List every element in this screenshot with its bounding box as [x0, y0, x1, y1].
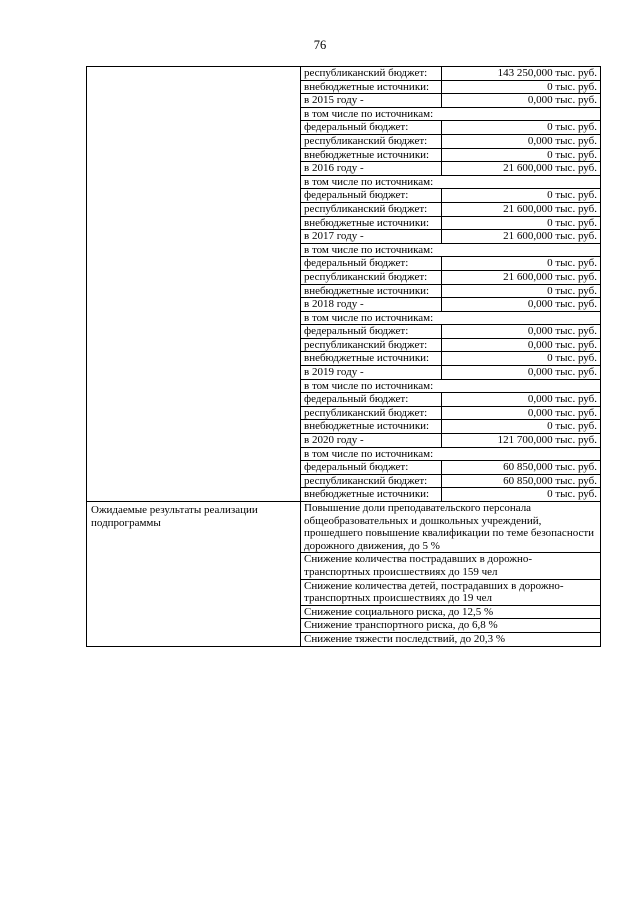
- financing-line: [301, 461, 600, 475]
- financing-amount: 0,000 тыс. руб.: [442, 134, 601, 148]
- financing-amount: 21 600,000 тыс. руб.: [442, 230, 601, 244]
- financing-line: [301, 243, 600, 257]
- financing-line: [301, 284, 600, 298]
- financing-line: [301, 488, 600, 501]
- financing-line: [301, 325, 600, 339]
- financing-line: [301, 420, 600, 434]
- financing-source-label: в 2020 году -: [301, 434, 442, 448]
- financing-line: [301, 298, 600, 312]
- financing-amount: 0 тыс. руб.: [442, 121, 601, 135]
- result-item: Снижение социального риска, до 12,5 %: [301, 606, 600, 620]
- financing-source-label: внебюджетные источники:: [301, 420, 442, 434]
- financing-source-label: федеральный бюджет:: [301, 325, 442, 339]
- subprogram-passport-table: [86, 66, 601, 647]
- financing-source-label: республиканский бюджет:: [301, 202, 442, 216]
- financing-source-label: федеральный бюджет:: [301, 257, 442, 271]
- result-item: Снижение транспортного риска, до 6,8 %: [301, 619, 600, 633]
- financing-amount: 0,000 тыс. руб.: [442, 406, 601, 420]
- financing-source-label: внебюджетные источники:: [301, 352, 442, 366]
- financing-amount: 0 тыс. руб.: [442, 216, 601, 230]
- financing-line: [301, 67, 600, 80]
- results-row: [87, 502, 601, 647]
- financing-amount: 0,000 тыс. руб.: [442, 338, 601, 352]
- financing-source-label: внебюджетные источники:: [301, 284, 442, 298]
- results-list-cell: [301, 502, 601, 647]
- financing-source-label: внебюджетные источники:: [301, 216, 442, 230]
- financing-amount: 21 600,000 тыс. руб.: [442, 270, 601, 284]
- financing-source-label: федеральный бюджет:: [301, 393, 442, 407]
- financing-line: [301, 80, 600, 94]
- financing-line: [301, 270, 600, 284]
- financing-amount: 0,000 тыс. руб.: [442, 325, 601, 339]
- page-number: 76: [313, 38, 327, 52]
- financing-source-label: в 2019 году -: [301, 366, 442, 380]
- financing-amount: 0 тыс. руб.: [442, 420, 601, 434]
- financing-subheading: в том числе по источникам:: [301, 175, 600, 189]
- financing-line: [301, 379, 600, 393]
- financing-amount: 0 тыс. руб.: [442, 189, 601, 203]
- financing-line: [301, 338, 600, 352]
- financing-detail-cell: [301, 67, 601, 502]
- financing-line: [301, 393, 600, 407]
- results-label: Ожидаемые результаты реализации подпрограммы: [91, 504, 258, 529]
- financing-line: [301, 474, 600, 488]
- financing-source-label: в 2018 году -: [301, 298, 442, 312]
- financing-amount: 0,000 тыс. руб.: [442, 366, 601, 380]
- financing-table: [301, 67, 600, 501]
- financing-line: [301, 434, 600, 448]
- financing-source-label: республиканский бюджет:: [301, 270, 442, 284]
- financing-line: [301, 107, 600, 121]
- financing-line: [301, 311, 600, 325]
- financing-amount: 143 250,000 тыс. руб.: [442, 67, 601, 80]
- financing-subheading: в том числе по источникам:: [301, 447, 600, 461]
- financing-line: [301, 406, 600, 420]
- financing-line: [301, 257, 600, 271]
- financing-amount: 0 тыс. руб.: [442, 488, 601, 501]
- financing-line: [301, 162, 600, 176]
- financing-amount: 0 тыс. руб.: [442, 80, 601, 94]
- financing-amount: 0,000 тыс. руб.: [442, 393, 601, 407]
- results-label-cell: [87, 502, 301, 647]
- result-item: Снижение тяжести последствий, до 20,3 %: [304, 632, 506, 645]
- financing-line: [301, 121, 600, 135]
- financing-line: [301, 216, 600, 230]
- result-item: Повышение доли преподавательского персонала общеобразовательных и дошкольных учреждений, прошедшего повышение квалификации по теме безопасности дорожного движения, до 5 %: [301, 502, 600, 553]
- result-item: Снижение количества пострадавших в дорожно-транспортных происшествиях до 159 чел: [301, 553, 600, 579]
- financing-subheading: в том числе по источникам:: [301, 107, 600, 121]
- financing-source-label: в 2017 году -: [301, 230, 442, 244]
- financing-amount: 0,000 тыс. руб.: [442, 298, 601, 312]
- financing-line: [301, 134, 600, 148]
- financing-amount: 0,000 тыс. руб.: [442, 94, 601, 108]
- financing-source-label: федеральный бюджет:: [301, 189, 442, 203]
- financing-source-label: республиканский бюджет:: [301, 67, 442, 80]
- financing-source-label: в 2016 году -: [301, 162, 442, 176]
- financing-line: [301, 230, 600, 244]
- financing-line: [301, 202, 600, 216]
- financing-row: [87, 67, 601, 502]
- financing-source-label: внебюджетные источники:: [301, 148, 442, 162]
- financing-line: [301, 447, 600, 461]
- financing-source-label: федеральный бюджет:: [301, 121, 442, 135]
- financing-amount: 0 тыс. руб.: [442, 148, 601, 162]
- financing-line: [301, 352, 600, 366]
- financing-source-label: республиканский бюджет:: [301, 338, 442, 352]
- financing-source-label: внебюджетные источники:: [301, 488, 442, 501]
- financing-source-label: в 2015 году -: [301, 94, 442, 108]
- financing-amount: 121 700,000 тыс. руб.: [442, 434, 601, 448]
- financing-line: [301, 94, 600, 108]
- financing-amount: 21 600,000 тыс. руб.: [442, 202, 601, 216]
- financing-source-label: федеральный бюджет:: [301, 461, 442, 475]
- financing-amount: 0 тыс. руб.: [442, 257, 601, 271]
- financing-line: [301, 189, 600, 203]
- financing-line: [301, 148, 600, 162]
- financing-amount: 21 600,000 тыс. руб.: [442, 162, 601, 176]
- financing-line: [301, 366, 600, 380]
- financing-source-label: внебюджетные источники:: [301, 80, 442, 94]
- financing-subheading: в том числе по источникам:: [301, 243, 600, 257]
- financing-label-cell: [87, 67, 301, 502]
- financing-source-label: республиканский бюджет:: [301, 134, 442, 148]
- financing-line: [301, 175, 600, 189]
- financing-subheading: в том числе по источникам:: [301, 311, 600, 325]
- financing-subheading: в том числе по источникам:: [301, 379, 600, 393]
- financing-amount: 60 850,000 тыс. руб.: [442, 474, 601, 488]
- financing-amount: 0 тыс. руб.: [442, 284, 601, 298]
- financing-amount: 0 тыс. руб.: [442, 352, 601, 366]
- financing-amount: 60 850,000 тыс. руб.: [442, 461, 601, 475]
- financing-source-label: республиканский бюджет:: [301, 474, 442, 488]
- financing-source-label: республиканский бюджет:: [301, 406, 442, 420]
- result-item: Снижение количества детей, пострадавших в дорожно-транспортных происшествиях до 19 чел: [301, 580, 600, 606]
